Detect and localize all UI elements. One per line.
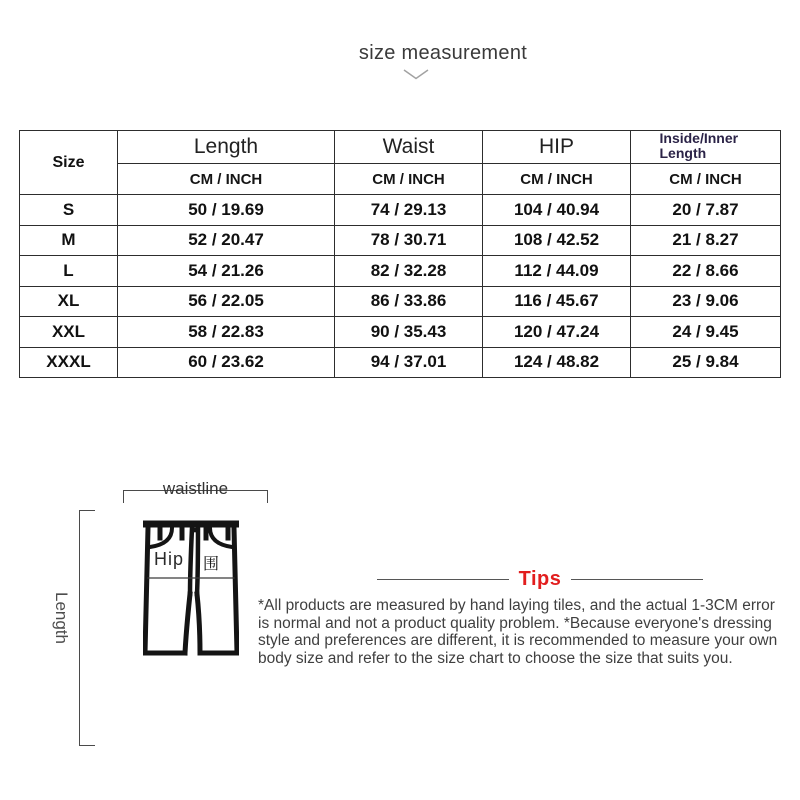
- cell-size: S: [20, 195, 118, 226]
- tips-right-line: [571, 579, 703, 580]
- unit-header-waist: CM / INCH: [335, 164, 483, 195]
- cell-length: 58 / 22.83: [118, 317, 335, 348]
- cell-size: L: [20, 256, 118, 287]
- unit-header-hip: CM / INCH: [483, 164, 631, 195]
- cell-waist: 78 / 30.71: [335, 225, 483, 256]
- length-label: Length: [52, 592, 71, 644]
- cell-length: 50 / 19.69: [118, 195, 335, 226]
- cell-length: 56 / 22.05: [118, 286, 335, 317]
- hip-label: Hip: [154, 549, 185, 569]
- cell-hip: 112 / 44.09: [483, 256, 631, 287]
- cell-size: XXL: [20, 317, 118, 348]
- table-row: [20, 347, 781, 378]
- inner-length-label: Inside/Inner Length: [659, 130, 739, 161]
- tips-body-text: *All products are measured by hand laying tiles, and the actual 1-3CM error is normal and not a product quality problem. *Because everyone's dressing style and preferences are different, it is recommended to measure your own body size and refer to the size chart to choose the size that suits you.: [258, 597, 778, 667]
- cell-inner: 23 / 9.06: [631, 286, 781, 317]
- page-title: size measurement: [358, 42, 528, 64]
- cell-hip: 104 / 40.94: [483, 195, 631, 226]
- cell-waist: 86 / 33.86: [335, 286, 483, 317]
- table-row: [20, 256, 781, 287]
- chevron-down-icon: [403, 69, 429, 81]
- col-header-inner-length: [631, 131, 781, 164]
- tips-left-line: [377, 579, 509, 580]
- cell-waist: 74 / 29.13: [335, 195, 483, 226]
- cell-length: 60 / 23.62: [118, 347, 335, 378]
- shorts-diagram-icon: [143, 518, 239, 660]
- cell-length: 54 / 21.26: [118, 256, 335, 287]
- waistline-label: waistline: [162, 479, 229, 498]
- table-row: [20, 286, 781, 317]
- cell-waist: 90 / 35.43: [335, 317, 483, 348]
- table-row: [20, 225, 781, 256]
- cell-size: M: [20, 225, 118, 256]
- size-table: [19, 130, 781, 378]
- cell-inner: 25 / 9.84: [631, 347, 781, 378]
- cell-inner: 20 / 7.87: [631, 195, 781, 226]
- cell-hip: 116 / 45.67: [483, 286, 631, 317]
- table-row: [20, 195, 781, 226]
- cell-waist: 94 / 37.01: [335, 347, 483, 378]
- length-dimension-bracket: [79, 510, 95, 746]
- cell-inner: 22 / 8.66: [631, 256, 781, 287]
- col-header-length: Length: [118, 131, 335, 164]
- cell-hip: 120 / 47.24: [483, 317, 631, 348]
- cell-hip: 124 / 48.82: [483, 347, 631, 378]
- col-header-waist: Waist: [335, 131, 483, 164]
- tips-divider: [377, 568, 703, 591]
- col-header-hip: HIP: [483, 131, 631, 164]
- unit-header-inner: CM / INCH: [631, 164, 781, 195]
- cell-length: 52 / 20.47: [118, 225, 335, 256]
- tips-heading: Tips: [518, 568, 562, 590]
- cell-inner: 24 / 9.45: [631, 317, 781, 348]
- cell-size: XL: [20, 286, 118, 317]
- unit-header-length: CM / INCH: [118, 164, 335, 195]
- cell-hip: 108 / 42.52: [483, 225, 631, 256]
- cell-waist: 82 / 32.28: [335, 256, 483, 287]
- cell-inner: 21 / 8.27: [631, 225, 781, 256]
- hip-cjk-label: 围: [203, 556, 220, 573]
- col-header-size: Size: [20, 131, 118, 195]
- cell-size: XXXL: [20, 347, 118, 378]
- table-row: [20, 317, 781, 348]
